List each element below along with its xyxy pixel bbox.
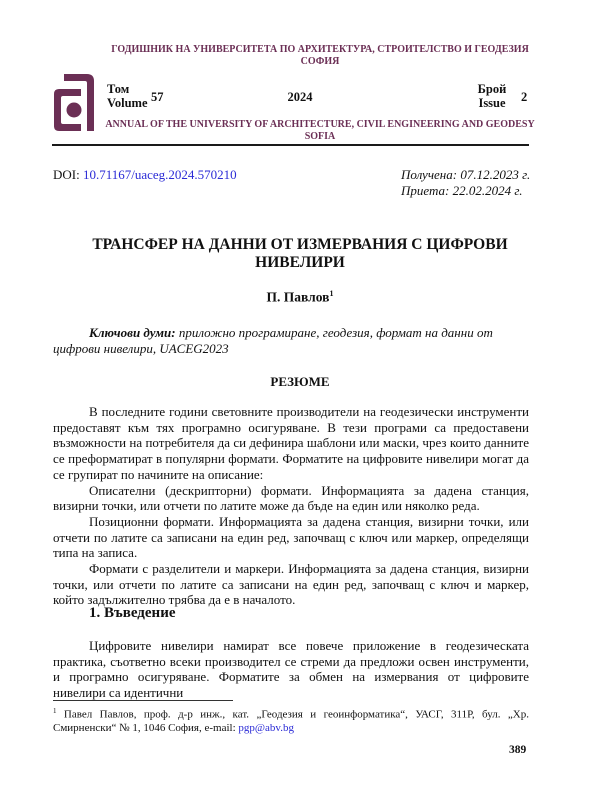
abstract-paragraph: Позиционни формати. Информацията за дадена станция, визирни точки, или отчети по латите са записани на един ред, започващ с ключ или маркер, определящи типа на записа.: [53, 513, 529, 561]
title-line-2: НИВЕЛИРИ: [255, 254, 345, 271]
journal-title-bg: [100, 44, 540, 68]
uaceg-logo-icon: [54, 74, 94, 131]
article-dates: [401, 167, 530, 199]
accepted-date: Приета: 22.02.2024 г.: [401, 183, 523, 198]
volume-label-en: Volume: [107, 96, 148, 110]
page-number: 389: [509, 744, 527, 756]
email-link[interactable]: pgp@abv.bg: [238, 722, 294, 735]
article-title: [60, 236, 540, 272]
volume-number: 57: [151, 90, 164, 104]
received-date: Получена: 07.12.2023 г.: [401, 167, 531, 182]
abstract-paragraph: Описателни (дескрипторни) формати. Информацията за дадена станция, визирни точки, или отчети по латите може да бъде на един или няколко реда.: [53, 482, 529, 514]
footnote-marker: 1: [53, 707, 57, 715]
title-line-1: ТРАНСФЕР НА ДАННИ ОТ ИЗМЕРВАНИЯ С ЦИФРОВИ: [92, 236, 508, 253]
abstract-paragraph: В последните години световните производители на геодезически инструменти предоставят към тях програмно осигуряване. В тези програми са предоставени възможности на потребителя да си дефинира шаблони или маски, чрез които данните се преформатират в популярни формати. Форматите на цифровите нивелири могат да се групират по начините на описание:: [53, 404, 529, 482]
footnote-text: Павел Павлов, проф. д-р инж., кат. „Геодезия и геоинформатика“, УАСГ, 311Р, бул. „Хр. Смирненски“ № 1, 1046 София, e-mail:: [53, 708, 529, 735]
introduction: [53, 638, 529, 701]
journal-city-bg: СОФИЯ: [300, 56, 340, 67]
footnote: [53, 705, 529, 736]
doi-link[interactable]: 10.71167/uaceg.2024.570210: [82, 167, 237, 182]
author: [60, 289, 540, 306]
issue-number: 2: [521, 90, 528, 104]
intro-paragraph: Цифровите нивелири намират все повече приложение в геодезическата практика, съответно всеки производител се стреми да предложи освен инструменти, и програмно осигуряване. Форматите за обмен на измервания от цифровите нивелири са идентични: [53, 638, 529, 701]
journal-name-en: ANNUAL OF THE UNIVERSITY OF ARCHITECTURE, CIVIL ENGINEERING AND GEODESY: [105, 119, 535, 130]
issue-label: [470, 82, 514, 110]
keywords-text: приложно програмиране, геодезия, формат на данни от цифрови нивелири, UACEG2023: [53, 325, 493, 356]
abstract: [53, 404, 529, 608]
issue-label-bg: Брой: [477, 82, 507, 96]
volume-label-bg: Том: [107, 82, 130, 96]
keywords: [53, 325, 529, 356]
doi: [53, 167, 237, 183]
volume-label: [107, 82, 148, 110]
section-heading: 1. Въведение: [89, 605, 176, 621]
journal-name-bg: ГОДИШНИК НА УНИВЕРСИТЕТА ПО АРХИТЕКТУРА, СТРОИТЕЛСТВО И ГЕОДЕЗИЯ: [111, 44, 529, 55]
journal-city-en: SOFIA: [304, 131, 336, 142]
journal-title-en: [100, 119, 540, 143]
abstract-heading: РЕЗЮМЕ: [270, 374, 330, 389]
issue-label-en: Issue: [478, 96, 506, 110]
doi-label: DOI:: [53, 167, 80, 182]
author-name: П. Павлов: [266, 289, 330, 305]
footnote-divider: [53, 700, 233, 701]
keywords-label: Ключови думи:: [89, 325, 176, 340]
abstract-paragraph: Формати с разделители и маркери. Информацията за дадена станция, визирни точки, или отчети по латите са записани на един ред, започващ с ключ и маркер, който задължително трябва да е в началото.: [53, 561, 529, 608]
author-footnote-marker[interactable]: 1: [329, 289, 334, 298]
header-divider: [52, 144, 529, 146]
year: 2024: [287, 90, 313, 104]
